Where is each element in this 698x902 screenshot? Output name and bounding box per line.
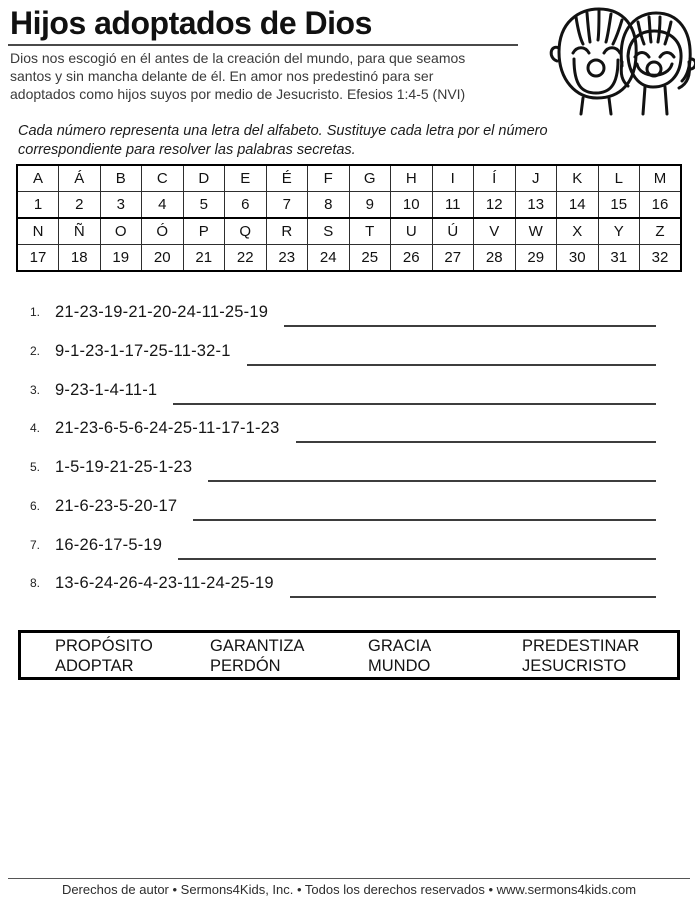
cipher-cell: J (515, 165, 557, 192)
cipher-cell: 27 (432, 245, 474, 272)
cipher-cell: Á (59, 165, 101, 192)
cipher-cell: N (17, 218, 59, 245)
answer-line (296, 419, 657, 443)
word-bank-word: ADOPTAR (55, 657, 134, 675)
cipher-cell: 23 (266, 245, 308, 272)
cipher-cell: 7 (266, 192, 308, 219)
cipher-cell: 24 (308, 245, 350, 272)
word-bank-word: MUNDO (368, 657, 431, 675)
cipher-cell: 15 (598, 192, 640, 219)
cipher-cell: 9 (349, 192, 391, 219)
answer-line (247, 342, 656, 366)
cipher-cell: U (391, 218, 433, 245)
cipher-cell: A (17, 165, 59, 192)
instructions-text: Cada número representa una letra del alfabeto. Sustituye cada letra por el número correspondiente para resolver las palabras secretas. (18, 123, 548, 158)
cipher-cell: 4 (142, 192, 184, 219)
cipher-table-body (17, 165, 681, 271)
scripture-text: Dios nos escogió en él antes de la creación del mundo, para que seamos santos y sin mancha delante de él. En amor nos predestinó para ser adoptados como hijos suyos por medio de Jesucristo. Efesios 1:4-5 (NVI) (10, 50, 466, 102)
puzzle-code: 21-6-23-5-20-17 (55, 496, 178, 515)
puzzle-number: 4. (30, 421, 41, 436)
cipher-cell: X (557, 218, 599, 245)
puzzle-list (30, 303, 656, 613)
title-underline (8, 44, 518, 46)
cipher-cell: 26 (391, 245, 433, 272)
puzzle-number: 6. (30, 498, 41, 513)
cipher-cell: L (598, 165, 640, 192)
puzzle-item (30, 342, 656, 381)
two-children-illustration (543, 2, 695, 118)
cipher-cell: Ñ (59, 218, 101, 245)
cipher-cell: G (349, 165, 391, 192)
word-bank-row-1 (55, 636, 677, 656)
word-bank-word: PERDÓN (210, 657, 281, 675)
cipher-cell: P (183, 218, 225, 245)
cipher-cell: 5 (183, 192, 225, 219)
puzzle-item (30, 497, 656, 536)
cipher-row (17, 165, 681, 192)
answer-line (284, 303, 656, 327)
answer-line (178, 536, 656, 560)
puzzle-item (30, 419, 656, 458)
cipher-cell: 2 (59, 192, 101, 219)
cipher-cell: 32 (640, 245, 682, 272)
cipher-cell: S (308, 218, 350, 245)
puzzle-number: 8. (30, 576, 41, 591)
cipher-cell: V (474, 218, 516, 245)
cipher-cell: 17 (17, 245, 59, 272)
puzzle-code: 16-26-17-5-19 (55, 535, 163, 554)
cipher-cell: E (225, 165, 267, 192)
answer-line (290, 574, 656, 598)
cipher-cell: Ó (142, 218, 184, 245)
puzzle-code: 9-1-23-1-17-25-11-32-1 (55, 341, 231, 360)
word-bank-word: GRACIA (368, 637, 432, 655)
cipher-cell: 11 (432, 192, 474, 219)
cipher-cell: Q (225, 218, 267, 245)
cipher-cell: Y (598, 218, 640, 245)
cipher-row (17, 245, 681, 272)
cipher-cell: 22 (225, 245, 267, 272)
cipher-cell: 29 (515, 245, 557, 272)
cipher-cell: I (432, 165, 474, 192)
puzzle-item (30, 574, 656, 613)
cipher-cell: 19 (100, 245, 142, 272)
cipher-cell: 12 (474, 192, 516, 219)
word-bank (18, 630, 680, 680)
puzzle-code: 21-23-19-21-20-24-11-25-19 (55, 303, 269, 321)
answer-line (193, 497, 656, 521)
cipher-cell: 16 (640, 192, 682, 219)
cipher-cell: 6 (225, 192, 267, 219)
answer-line (208, 458, 656, 482)
word-bank-word: GARANTIZA (210, 637, 305, 655)
puzzle-item (30, 303, 656, 342)
footer-copyright: Derechos de autor • Sermons4Kids, Inc. • Todos los derechos reservados • www.sermons4kids.com (61, 882, 637, 897)
cipher-cell: 30 (557, 245, 599, 272)
word-bank-word: PREDESTINAR (522, 637, 640, 655)
cipher-cell: C (142, 165, 184, 192)
cipher-cell: Z (640, 218, 682, 245)
cipher-table (16, 164, 682, 272)
cipher-cell: D (183, 165, 225, 192)
puzzle-code: 21-23-6-5-6-24-25-11-17-1-23 (55, 419, 280, 438)
puzzle-number: 2. (30, 343, 41, 358)
cipher-cell: É (266, 165, 308, 192)
cipher-row (17, 218, 681, 245)
puzzle-item (30, 458, 656, 497)
cipher-cell: H (391, 165, 433, 192)
word-bank-word: PROPÓSITO (55, 637, 153, 655)
cipher-cell: B (100, 165, 142, 192)
cipher-cell: 21 (183, 245, 225, 272)
page-title: Hijos adoptados de Dios (10, 5, 372, 41)
puzzle-item (30, 536, 656, 575)
cipher-cell: O (100, 218, 142, 245)
puzzle-number: 1. (30, 305, 41, 319)
puzzle-code: 9-23-1-4-11-1 (55, 380, 158, 399)
cipher-cell: 25 (349, 245, 391, 272)
puzzle-code: 13-6-24-26-4-23-11-24-25-19 (55, 574, 274, 593)
puzzle-item (30, 381, 656, 420)
footer-rule (8, 878, 690, 879)
cipher-cell: 31 (598, 245, 640, 272)
cipher-cell: 20 (142, 245, 184, 272)
cipher-cell: M (640, 165, 682, 192)
cipher-cell: R (266, 218, 308, 245)
cipher-cell: K (557, 165, 599, 192)
cipher-cell: 8 (308, 192, 350, 219)
cipher-cell: 28 (474, 245, 516, 272)
cipher-cell: 3 (100, 192, 142, 219)
cipher-cell: T (349, 218, 391, 245)
cipher-cell: W (515, 218, 557, 245)
cipher-cell: 1 (17, 192, 59, 219)
puzzle-number: 5. (30, 460, 41, 474)
two-kids-faces-icon (543, 2, 695, 118)
answer-line (173, 381, 656, 405)
cipher-cell: Ú (432, 218, 474, 245)
puzzle-number: 7. (30, 537, 41, 552)
cipher-cell: 10 (391, 192, 433, 219)
word-bank-row-2 (55, 656, 677, 676)
cipher-cell: F (308, 165, 350, 192)
cipher-cell: 14 (557, 192, 599, 219)
puzzle-number: 3. (30, 382, 41, 397)
cipher-row (17, 192, 681, 219)
cipher-cell: 18 (59, 245, 101, 272)
puzzle-code: 1-5-19-21-25-1-23 (55, 458, 193, 476)
cipher-cell: Í (474, 165, 516, 192)
word-bank-word: JESUCRISTO (522, 657, 627, 675)
cipher-cell: 13 (515, 192, 557, 219)
